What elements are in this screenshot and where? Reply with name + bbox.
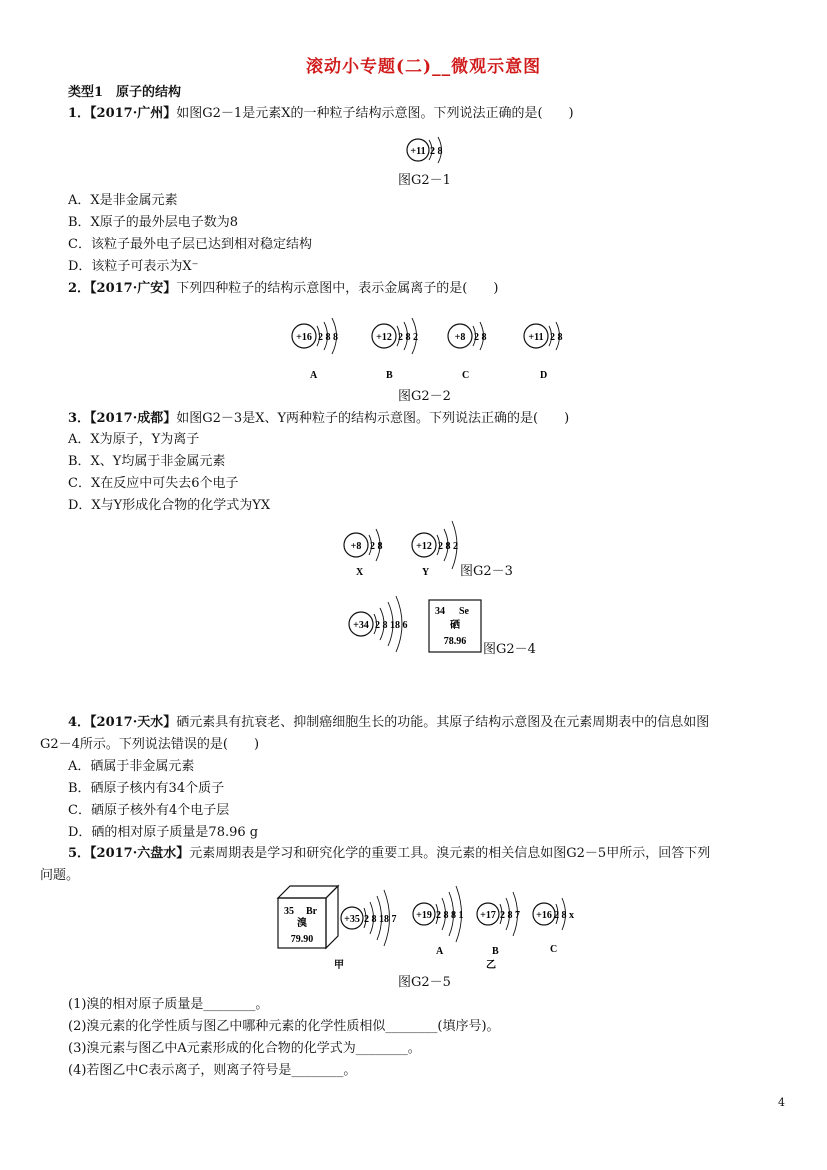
svg-text:甲: 甲 — [334, 960, 344, 971]
figure-caption: 图G2－2 — [398, 389, 451, 404]
bromine-atom — [341, 890, 397, 946]
svg-text:+16: +16 — [536, 910, 552, 921]
q2-source: 【2017·广安】 — [90, 281, 177, 296]
q4-option-b: B．硒原子核内有34个质子 — [68, 781, 225, 796]
svg-text:Br: Br — [306, 906, 318, 917]
question-1 — [68, 105, 574, 123]
atom-a — [292, 318, 338, 381]
figure-caption: 图G2－4 — [483, 642, 536, 657]
question-4 — [68, 714, 709, 732]
atom-y — [412, 521, 458, 578]
svg-text:2 8: 2 8 — [370, 541, 383, 552]
q3-option-b: B．X、Y均属于非金属元素 — [68, 454, 226, 469]
q4-number: 4． — [68, 715, 91, 730]
q1-stem: 如图G2－1是元素X的一种粒子结构示意图。下列说法正确的是( ) — [176, 106, 574, 121]
svg-text:+8: +8 — [350, 541, 362, 552]
page-number: 4 — [778, 1096, 785, 1109]
svg-text:A: A — [310, 370, 318, 381]
svg-text:+8: +8 — [454, 332, 466, 343]
svg-text:硒: 硒 — [450, 620, 460, 631]
q5-stem-line1: 元素周期表是学习和研究化学的重要工具。溴元素的相关信息如图G2－5甲所示，回答下列 — [189, 846, 711, 861]
q1-option-c: C．该粒子最外电子层已达到相对稳定结构 — [68, 237, 312, 252]
figure-caption: 图G2－3 — [460, 564, 513, 579]
figure-caption: 图G2－5 — [398, 975, 451, 990]
q1-option-b: B．X原子的最外层电子数为8 — [68, 215, 239, 230]
svg-text:X: X — [356, 567, 364, 578]
figure-caption: 图G2－1 — [398, 173, 451, 188]
svg-text:D: D — [540, 370, 548, 381]
q3-option-c: C．X在反应中可失去6个电子 — [68, 476, 239, 491]
svg-text:2 8 8 1: 2 8 8 1 — [436, 910, 464, 921]
question-5 — [68, 845, 710, 863]
svg-text:+34: +34 — [353, 620, 369, 631]
selenium-atom — [349, 596, 408, 652]
svg-text:Se: Se — [459, 606, 469, 617]
svg-text:溴: 溴 — [297, 918, 307, 929]
svg-text:A: A — [436, 946, 444, 957]
atom-b — [477, 892, 520, 971]
svg-text:79.90: 79.90 — [290, 934, 314, 945]
q3-number: 3． — [68, 411, 91, 426]
svg-text:2 8: 2 8 — [550, 332, 563, 343]
q1-number: 1． — [68, 106, 91, 121]
atom-diagram-q1 — [404, 134, 464, 170]
svg-text:2 8 18 7: 2 8 18 7 — [364, 914, 397, 925]
q5-sub-2: (2)溴元素的化学性质与图乙中哪种元素的化学性质相似________(填序号)。 — [68, 1019, 500, 1034]
atom-c — [533, 898, 574, 955]
svg-text:B: B — [386, 370, 393, 381]
q5-stem-line2: 问题。 — [40, 868, 80, 883]
bromine-element-cell — [278, 886, 344, 971]
atom-b — [372, 318, 418, 381]
selenium-diagram — [347, 590, 487, 656]
svg-text:Y: Y — [422, 567, 430, 578]
bromine-diagrams — [276, 884, 576, 972]
q3-stem: 如图G2－3是X、Y两种粒子的结构示意图。下列说法正确的是( ) — [176, 411, 570, 426]
svg-text:2 8 18 6: 2 8 18 6 — [375, 620, 408, 631]
svg-text:2 8 8: 2 8 8 — [318, 332, 338, 343]
section-heading: 类型1 原子的结构 — [68, 85, 182, 100]
q4-option-d: D．硒的相对原子质量是78.96 g — [68, 825, 259, 840]
q5-source: 【2017·六盘水】 — [90, 846, 190, 861]
selenium-element-cell — [429, 600, 481, 652]
svg-text:+12: +12 — [416, 541, 432, 552]
svg-text:2 8 2: 2 8 2 — [438, 541, 458, 552]
svg-text:2 8 2: 2 8 2 — [398, 332, 418, 343]
q2-stem: 下列四种粒子的结构示意图中，表示金属离子的是( ) — [176, 281, 499, 296]
svg-text:C: C — [550, 944, 558, 955]
svg-text:35: 35 — [284, 906, 294, 917]
shell-electrons: 2 8 — [430, 146, 443, 157]
q5-sub-3: (3)溴元素与图乙中A元素形成的化合物的化学式为________。 — [68, 1041, 421, 1056]
svg-text:+12: +12 — [376, 332, 392, 343]
q4-stem-line2: G2－4所示。下列说法错误的是( ) — [40, 737, 260, 752]
atom-a — [413, 886, 464, 957]
svg-text:78.96: 78.96 — [443, 636, 467, 647]
atom-d — [524, 322, 563, 381]
q4-stem-line1: 硒元素具有抗衰老、抑制癌细胞生长的功能。其原子结构示意图及在元素周期表中的信息如图 — [176, 715, 710, 730]
svg-text:+35: +35 — [344, 914, 360, 925]
svg-text:+19: +19 — [416, 910, 432, 921]
atom-x — [344, 529, 383, 578]
question-3 — [68, 410, 569, 428]
svg-text:B: B — [492, 946, 499, 957]
q5-sub-1: (1)溴的相对原子质量是________。 — [68, 997, 269, 1012]
svg-text:C: C — [462, 370, 470, 381]
question-2 — [68, 280, 498, 298]
q4-option-a: A．硒属于非金属元素 — [68, 759, 195, 774]
svg-text:+17: +17 — [480, 910, 496, 921]
svg-text:+11: +11 — [528, 332, 544, 343]
q5-sub-4: (4)若图乙中C表示离子，则离子符号是________。 — [68, 1063, 357, 1078]
svg-text:2 8 7: 2 8 7 — [500, 910, 520, 921]
atom-diagrams-q2 — [288, 318, 578, 386]
nucleus-label: +11 — [410, 146, 426, 157]
atom-diagrams-q3 — [340, 515, 464, 581]
q1-option-d: D．该粒子可表示为X⁻ — [68, 259, 199, 274]
q1-option-a: A．X是非金属元素 — [68, 193, 178, 208]
q1-source: 【2017·广州】 — [90, 106, 177, 121]
q3-source: 【2017·成都】 — [90, 411, 177, 426]
svg-text:2 8: 2 8 — [474, 332, 487, 343]
svg-text:2 8 x: 2 8 x — [554, 910, 574, 921]
q4-option-c: C．硒原子核外有4个电子层 — [68, 803, 230, 818]
q5-number: 5． — [68, 846, 91, 861]
svg-text:乙: 乙 — [486, 960, 496, 971]
q3-option-d: D．X与Y形成化合物的化学式为YX — [68, 498, 271, 513]
atom-c — [448, 322, 487, 381]
svg-text:34: 34 — [435, 606, 445, 617]
svg-text:+16: +16 — [296, 332, 312, 343]
q4-source: 【2017·天水】 — [90, 715, 177, 730]
page-title: 滚动小专题(二)__微观示意图 — [306, 57, 542, 77]
q3-option-a: A．X为原子，Y为离子 — [68, 432, 200, 447]
q2-number: 2． — [68, 281, 91, 296]
